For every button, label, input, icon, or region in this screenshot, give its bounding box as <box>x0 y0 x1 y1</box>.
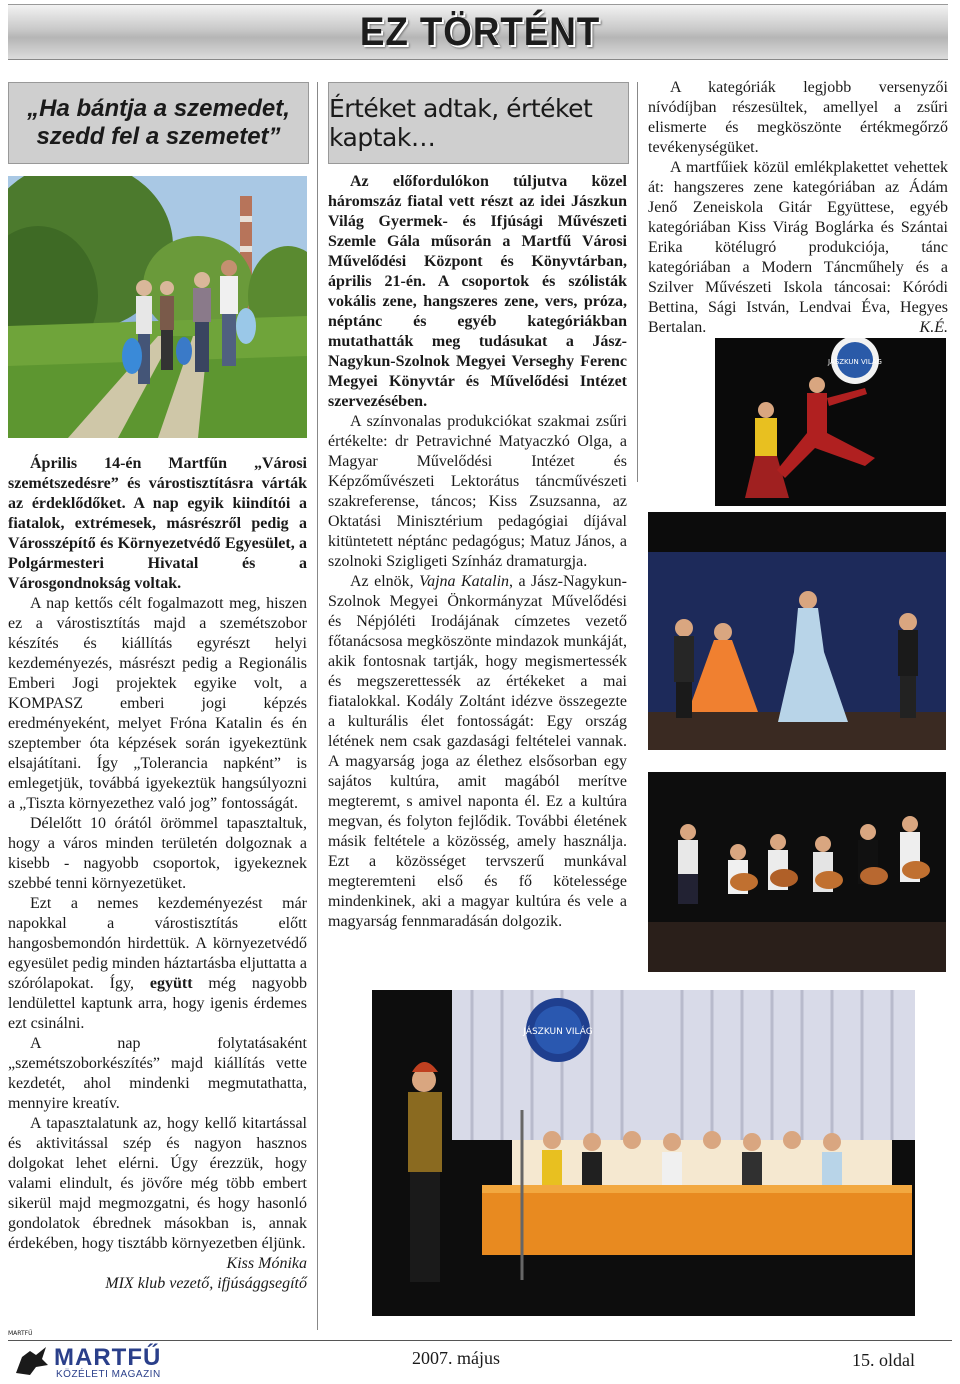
lead-paragraph: Az előfordulókon túljutva közel háromszáz fiatal vett részt az idei Jászkun Világ Gyermek- és Ifjúsági Művészeti Szemle Gála műsorán a Martfű Városi Művelődési Központ és Könyvtárban, április 21-én. A csoportok és szólisták vokális zene, hangszeres zene, vers, próza, néptánc és egyéb kategóriákban mutathatták meg tudásukat a Jász-Nagykun-Szolnok Megyei Verseghy Ferenc Megyei Könyvtár és Művelődési Intézet szervezésében. <box>328 173 627 410</box>
middle-article-heading: Értéket adtak, értéket kaptak… <box>328 82 629 164</box>
magazine-logo-subtitle: KÖZÉLETI MAGAZIN <box>56 1369 161 1380</box>
column-divider <box>637 82 638 482</box>
person-name: Vajna Katalin <box>419 573 510 590</box>
cleanup-photo <box>8 176 307 438</box>
left-article-body <box>8 454 307 1294</box>
heading-line: „Ha bántja a szemedet, <box>27 95 290 122</box>
paragraph: A nap kettős célt fogalmazott meg, hiszen ez a várostisztítás majd a szemétszobor készítés és kiállítás egyrészt helyi kezdeményezés, másrészt pedig a Regionális Emberi Jogi projektek egyike volt, a KOMPASZ emberi jogi képzés eredményeként, melyet Fróna Katalin és én szeptember óta képzések során igyekeztünk elsajátítani. Így „Tolerancia napként” is emlegetjük, továbbá igyekeztük hangsúlyozni a „Tiszta környezethez való jog” fontosságát. <box>8 595 307 812</box>
paragraph: A kategóriák legjobb versenyzői nívódíjban részesültek, amellyel a zsűri elismerte és megköszönte értékmegőrző tevékenységüket. <box>648 79 948 156</box>
heading-line: szedd fel a szemetet” <box>36 123 281 150</box>
paragraph <box>648 158 948 338</box>
logo-small-text: MARTFŰ <box>8 1330 33 1337</box>
paragraph: A nap folytatásaként „szemétszoborkészítés” majd kiállítás vette kezdetét, ahol mindenki megmutathatta, mennyire kreatív. <box>8 1035 307 1112</box>
author-title: MIX klub vezető, ifjúsággsegítő <box>105 1275 307 1292</box>
left-article-heading <box>8 82 309 164</box>
footer-divider <box>8 1340 952 1341</box>
lead-paragraph: Április 14-én Martfűn „Városi szemétszedésre” és várostisztításra várták az érdeklődőket. A nap egyik kiindítói a fiatalok, extrémesek, másrészről pedig a Városszépítő és Környezetvédő Egyesület, a Polgármesteri Hivatal és a Városgondnokság voltak. <box>8 455 307 592</box>
issue-date: 2007. május <box>412 1348 500 1368</box>
text-span: Ezt a nemes kezdeményezést már napokkal a várostisztítás előtt hangosbemondón hirdettük. A környezetvédő egyesület pedig minden háztartásba eljuttatta a szórólapokat. Így, <box>8 895 307 992</box>
turul-logo-icon <box>12 1343 52 1379</box>
paragraph: A színvonalas produkciókat szakmai zsűri értékelte: dr Petravichné Matyaczkó Olga, a Magyar Művelődési Intézet és Képzőművészeti Lektorátus táncművészeti szakreferense, táncos; Kiss Zsuzsanna, az Oktatási Minisztérium pedagógiai díjával kitüntetett néptánc pedagógus; Matuz János, a szolnoki Szigligeti Színház dramaturgja. <box>328 413 627 570</box>
logo-text: JÁSZKUN VILÁG <box>523 1027 593 1037</box>
paragraph: A tapasztalatunk az, hogy kellő kitartással és aktivitással szép és nagyon hasznos dolgokat lehet elérni. Úgy érezzük, hogy valami elindult, és jövőre még több embert sikerül majd megmozgatni, és hogy hasonló gondolatok ébrednek másokban is, annak érdekében, hogy tisztább környezetben éljünk. <box>8 1115 307 1252</box>
magazine-logo-title: MARTFŰ <box>54 1344 162 1371</box>
paragraph: Délelőtt 10 órától örömmel tapasztaltuk, hogy a város minden területén dolgoznak a kisebb - nagyobb csoportok, igyekeznek szebbé tenni környezetüket. <box>8 815 307 892</box>
dancers-photo <box>715 338 946 506</box>
awards-ceremony-photo <box>372 990 915 1316</box>
middle-article-body <box>328 172 627 932</box>
emphasis: együtt <box>149 975 193 992</box>
page-number: 15. oldal <box>852 1350 915 1370</box>
author-initials: K.É. <box>919 319 948 336</box>
paragraph <box>328 572 627 932</box>
text-span: még nagyobb lendülettel kaptunk arra, hogy igenis érdemes ezt csinálni. <box>8 975 307 1032</box>
text-span: Az elnök, <box>350 573 420 590</box>
author-name: Kiss Mónika <box>226 1255 307 1272</box>
text-span: A martfűiek közül emlékplakettet vehettek át: hangszeres zene kategóriában az Ádám Jenő Zeneiskola Gitár Együttese, egyéb kategóriában Kiss Virág Boglárka és Szántai Erika kötélugró produkciója, tánc kategóriában a Modern Táncműhely és a Szilver Művészeti Iskola táncosai: Kóródi Bettina, Sági István, Lendvai Éva, Hegyes Bertalan. <box>648 159 948 336</box>
column-divider <box>317 82 318 1330</box>
ballroom-dance-photo <box>648 512 946 750</box>
page-title: EZ TÖRTÉNT <box>359 10 601 54</box>
paragraph <box>8 894 307 1034</box>
text-span: , a Jász-Nagykun-Szolnok Megyei Önkormányzat Művelődési és Népjóléti Irodájának címzetes vezető főtanácsosa megköszönte mindazok munkáját, akik fontosnak tartják, hogy megismertessék és megszerettessék az értékeket a mai fiatalokkal. Kodály Zoltánt idézve összegezte a kulturális élet fontosságát: Egy ország létének nem csak gazdasági feltételei vannak. A magyarság joga az élethez elsősorban egy sajátos kultúra, amit magából merítve megteremt, s amivel naponta él. Ez a kultúra megvan, és folyton fejlődik. További életének másik feltétele a közösség, amely használja. Ezt a közösséget tervszerű munkával megteremteni első és fő kötelessége mindenkinek, aki a magyar kultúra és vele a magyarság fennmaradásán dolgozik. <box>328 573 627 930</box>
right-column-text <box>648 78 948 338</box>
guitar-ensemble-photo <box>648 772 946 972</box>
logo-text: JÁSZKUN VILÁG <box>828 358 882 366</box>
